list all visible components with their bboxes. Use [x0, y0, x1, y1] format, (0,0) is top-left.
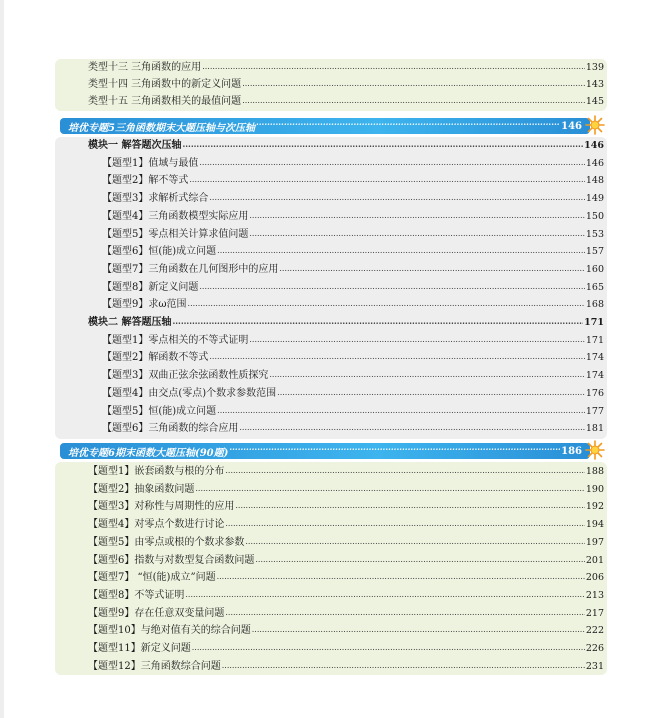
- toc-entry-label: 【题型3】求解析式综合: [102, 193, 209, 205]
- toc-entry-label: 【题型6】三角函数的综合应用: [102, 423, 239, 435]
- toc-section-5: [55, 137, 607, 439]
- toc-entry-page: 146: [585, 157, 604, 169]
- leader-dots: [249, 208, 584, 225]
- toc-entry-label: 类型十三 三角函数的应用: [88, 62, 202, 73]
- module-heading[interactable]: [55, 137, 607, 154]
- toc-entry[interactable]: [55, 332, 607, 349]
- toc-entry-label: 【题型5】由零点或根的个数求参数: [88, 536, 245, 548]
- toc-entry[interactable]: [55, 172, 607, 189]
- toc-entry-label: 【题型2】解函数不等式: [102, 352, 209, 364]
- toc-entry-page: 192: [585, 501, 604, 513]
- module-page: 171: [584, 317, 604, 328]
- toc-entry-page: 190: [585, 483, 604, 495]
- leader-dots: [277, 385, 585, 402]
- toc-entry[interactable]: [55, 516, 607, 533]
- toc-entry-page: 177: [585, 405, 604, 417]
- toc-entry-label: 【题型3】对称性与周期性的应用: [88, 501, 235, 513]
- toc-entry[interactable]: [55, 296, 607, 313]
- toc-entry[interactable]: [55, 243, 607, 260]
- sun-star-icon: [585, 440, 605, 460]
- leader-dots: [242, 76, 585, 93]
- toc-entry-page: 165: [585, 281, 604, 293]
- toc-entry-label: 【题型8】不等式证明: [88, 589, 185, 601]
- leader-dots: [217, 569, 585, 586]
- toc-entry-page: 206: [585, 572, 604, 584]
- leader-dots: [199, 155, 584, 172]
- leader-dots: [199, 279, 584, 296]
- toc-entry[interactable]: [55, 279, 607, 296]
- toc-entry[interactable]: [55, 587, 607, 604]
- leader-dots: [225, 516, 584, 533]
- toc-entry-page: 168: [585, 299, 604, 311]
- leader-dots: [242, 93, 585, 110]
- module-heading[interactable]: [55, 314, 607, 331]
- toc-entry-page: 145: [585, 96, 604, 107]
- toc-entry[interactable]: [55, 569, 607, 586]
- banner-title: 培优专题6期末函数大题压轴(90题): [68, 447, 229, 459]
- leader-dots: [229, 443, 560, 459]
- toc-entry-page: 222: [585, 625, 604, 637]
- section-banner-6[interactable]: [60, 443, 590, 459]
- toc-entry-label: 类型十五 三角函数相关的最值问题: [88, 96, 242, 107]
- leader-dots: [189, 172, 584, 189]
- page-edge: [0, 0, 4, 718]
- toc-entry-page: 217: [585, 607, 604, 619]
- leader-dots: [252, 622, 585, 639]
- toc-entry-label: 【题型4】三角函数模型实际应用: [102, 210, 249, 222]
- toc-entry[interactable]: [55, 534, 607, 551]
- toc-entry-label: 【题型8】新定义问题: [102, 281, 199, 293]
- toc-entry-label: 【题型5】零点相关计算求值问题: [102, 228, 249, 240]
- leader-dots: [279, 261, 584, 278]
- toc-entry-label: 【题型12】三角函数综合问题: [88, 660, 221, 672]
- toc-entry-page: 148: [585, 175, 604, 187]
- leader-dots: [249, 226, 584, 243]
- toc-entry-page: 143: [585, 79, 604, 90]
- leader-dots: [255, 552, 584, 569]
- toc-entry-label: 【题型2】抽象函数问题: [88, 483, 195, 495]
- toc-entry[interactable]: [55, 367, 607, 384]
- leader-dots: [256, 118, 560, 134]
- toc-entry-page: 197: [585, 536, 604, 548]
- toc-entry-page: 188: [585, 466, 604, 477]
- leader-dots: [245, 534, 584, 551]
- toc-entry-label: 【题型1】嵌套函数与根的分布: [88, 466, 225, 477]
- toc-entry-label: 【题型9】求ω范围: [102, 299, 187, 311]
- toc-entry[interactable]: [55, 552, 607, 569]
- toc-entry-page: 176: [585, 387, 604, 399]
- toc-entry[interactable]: [55, 261, 607, 278]
- toc-entry[interactable]: [55, 190, 607, 207]
- toc-entry-page: 231: [585, 660, 604, 672]
- leader-dots: [222, 658, 585, 675]
- toc-entry[interactable]: [55, 349, 607, 366]
- toc-entry-page: 171: [585, 334, 604, 346]
- toc-entry[interactable]: [55, 59, 607, 76]
- leader-dots: [209, 190, 584, 207]
- banner-page: 146: [561, 120, 582, 132]
- leader-dots: [225, 605, 584, 622]
- toc-entry[interactable]: [55, 208, 607, 225]
- toc-entry-page: 194: [585, 519, 604, 531]
- leader-dots: [182, 137, 583, 154]
- toc-entry-label: 【题型2】解不等式: [102, 175, 189, 187]
- leader-dots: [192, 640, 585, 657]
- leader-dots: [269, 367, 584, 384]
- toc-entry[interactable]: [55, 658, 607, 675]
- toc-section-6: [55, 462, 607, 675]
- toc-entry-page: 174: [585, 370, 604, 382]
- banner-page: 186: [561, 445, 582, 457]
- toc-entry-label: 【题型3】双曲正弦余弦函数性质探究: [102, 370, 269, 382]
- toc-entry[interactable]: [55, 385, 607, 402]
- toc-entry-page: 139: [585, 62, 604, 73]
- toc-section-top: [55, 59, 607, 111]
- toc-entry[interactable]: [55, 420, 607, 437]
- toc-entry-page: 160: [585, 263, 604, 275]
- toc-entry[interactable]: [55, 481, 607, 498]
- toc-entry-label: 【题型1】零点相关的不等式证明: [102, 334, 249, 346]
- toc-entry[interactable]: [55, 226, 607, 243]
- toc-entry-label: 【题型11】新定义问题: [88, 643, 191, 654]
- toc-entry[interactable]: [55, 463, 607, 480]
- toc-entry[interactable]: [55, 605, 607, 622]
- leader-dots: [225, 463, 584, 480]
- toc-entry-label: 类型十四 三角函数中的新定义问题: [88, 79, 242, 90]
- toc-entry-label: 【题型6】恒(能)成立问题: [102, 246, 217, 258]
- toc-entry[interactable]: [55, 155, 607, 172]
- leader-dots: [249, 332, 584, 349]
- toc-entry[interactable]: [55, 622, 607, 639]
- toc-entry-label: 【题型4】由交点(零点)个数求参数范围: [102, 387, 277, 399]
- leader-dots: [172, 314, 583, 331]
- toc-entry-page: 149: [585, 193, 604, 205]
- leader-dots: [239, 420, 584, 437]
- toc-entry-label: 【题型5】恒(能)成立问题: [102, 405, 217, 417]
- toc-entry[interactable]: [55, 640, 607, 657]
- leader-dots: [217, 243, 585, 260]
- toc-entry-page: 153: [585, 228, 604, 240]
- toc-entry-page: 174: [585, 352, 604, 364]
- leader-dots: [209, 349, 584, 366]
- toc-entry-label: 【题型7】 “恒(能)成立”问题: [88, 572, 216, 584]
- toc-entry-page: 150: [585, 210, 604, 222]
- toc-entry-label: 【题型1】值域与最值: [102, 157, 199, 169]
- leader-dots: [188, 296, 585, 313]
- toc-entry-page: 226: [585, 643, 604, 654]
- toc-entry-page: 213: [585, 589, 604, 601]
- banner-title: 培优专题5三角函数期末大题压轴与次压轴: [68, 122, 255, 134]
- toc-entry-label: 【题型4】对零点个数进行讨论: [88, 519, 225, 531]
- toc-entry[interactable]: [55, 76, 607, 93]
- leader-dots: [235, 498, 584, 515]
- module-title: 模块二 解答题压轴: [88, 317, 172, 328]
- toc-entry-label: 【题型10】与绝对值有关的综合问题: [88, 625, 251, 637]
- toc-entry[interactable]: [55, 403, 607, 420]
- leader-dots: [195, 481, 584, 498]
- leader-dots: [202, 59, 585, 76]
- toc-entry-page: 181: [585, 423, 604, 435]
- toc-entry-label: 【题型9】存在任意双变量问题: [88, 607, 225, 619]
- leader-dots: [217, 403, 585, 420]
- toc-entry[interactable]: [55, 498, 607, 515]
- toc-entry[interactable]: [55, 93, 607, 110]
- toc-entry-page: 201: [585, 554, 604, 566]
- section-banner-5[interactable]: [60, 118, 590, 134]
- toc-entry-label: 【题型7】三角函数在几何图形中的应用: [102, 263, 279, 275]
- module-title: 模块一 解答题次压轴: [88, 140, 182, 151]
- toc-entry-page: 157: [585, 246, 604, 258]
- module-page: 146: [584, 140, 604, 151]
- toc-entry-label: 【题型6】指数与对数型复合函数问题: [88, 554, 255, 566]
- sun-star-icon: [585, 115, 605, 135]
- leader-dots: [185, 587, 584, 604]
